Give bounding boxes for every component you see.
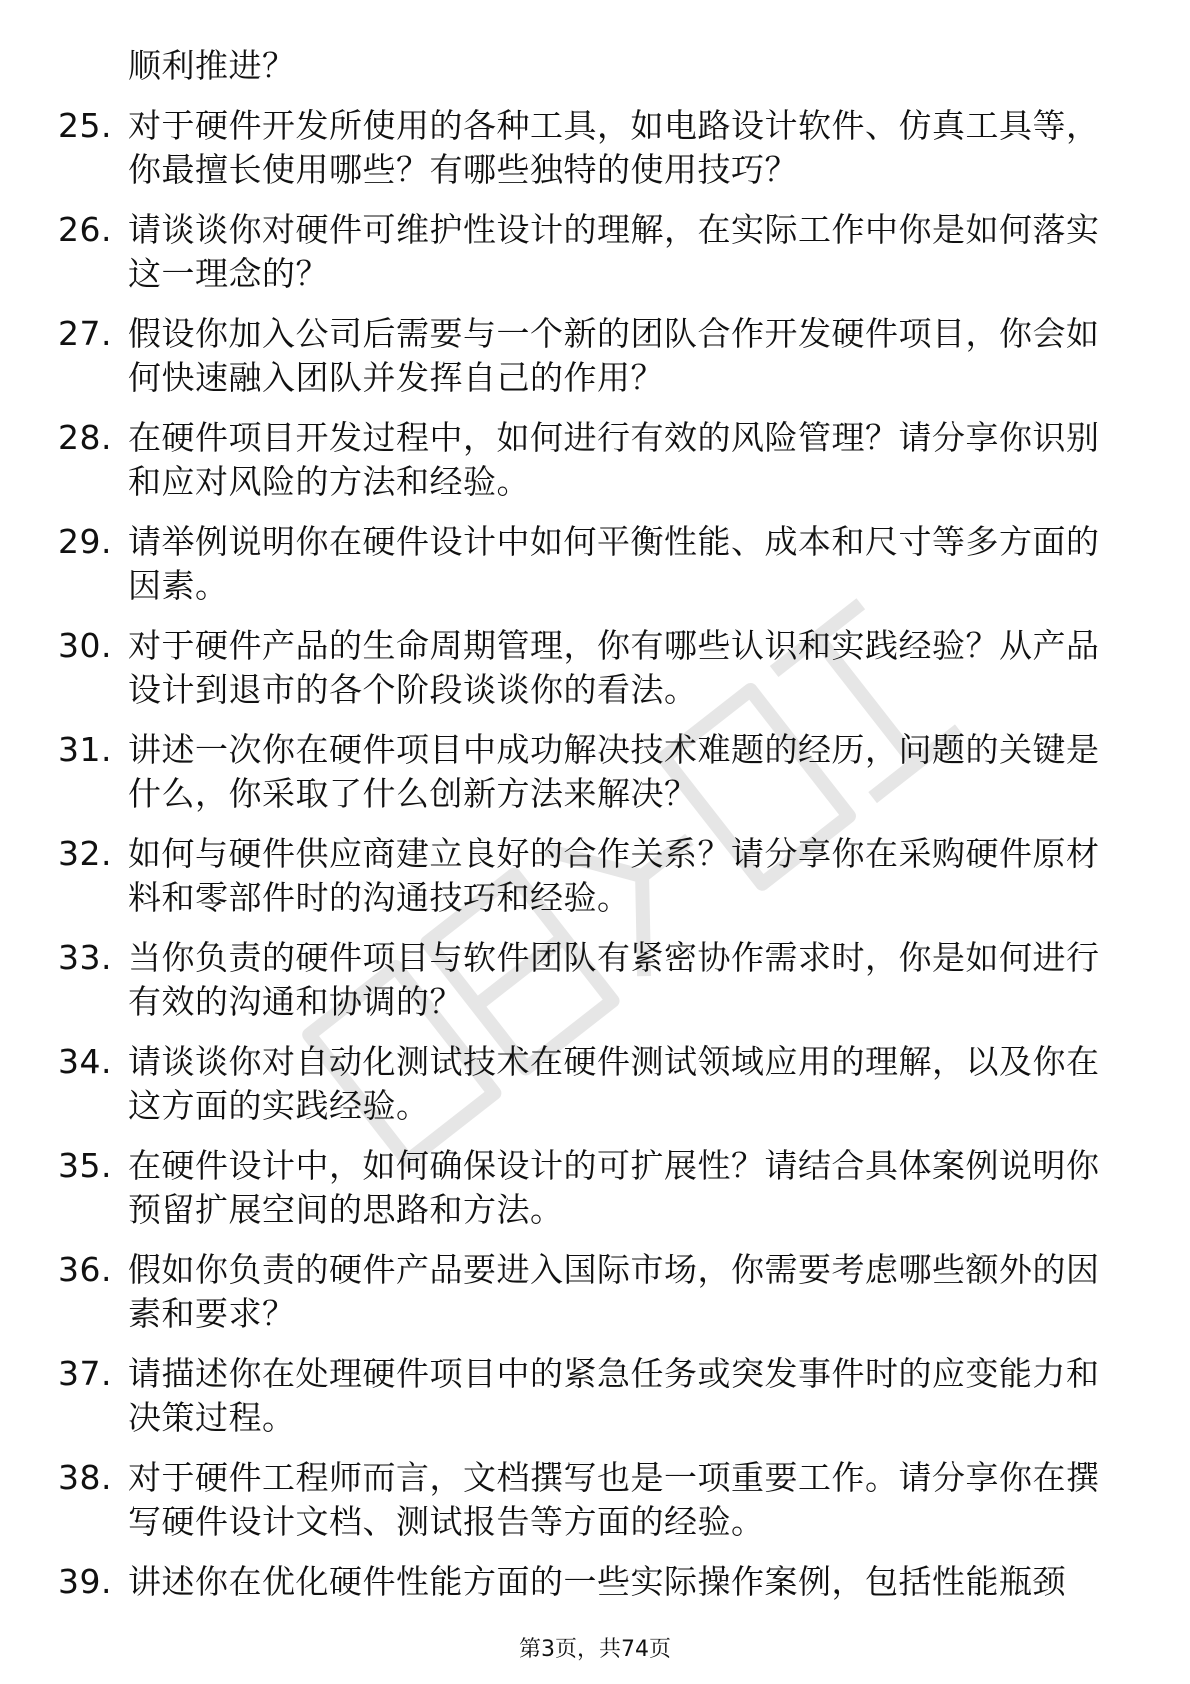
list-item — [58, 104, 1118, 192]
item-text: 对于硬件产品的生命周期管理，你有哪些认识和实践经验？从产品设计到退市的各个阶段谈谈你的看法。 — [128, 626, 1100, 709]
item-number: 34. — [58, 1042, 112, 1081]
item-text: 请谈谈你对自动化测试技术在硬件测试领域应用的理解，以及你在这方面的实践经验。 — [128, 1042, 1100, 1125]
list-item — [58, 1456, 1118, 1544]
item-text: 当你负责的硬件项目与软件团队有紧密协作需求时，你是如何进行有效的沟通和协调的？ — [128, 938, 1100, 1021]
item-text: 假设你加入公司后需要与一个新的团队合作开发硬件项目，你会如何快速融入团队并发挥自己的作用？ — [128, 314, 1100, 397]
list-item — [58, 208, 1118, 296]
list-item — [58, 624, 1118, 712]
list-item — [58, 312, 1118, 400]
item-text: 请谈谈你对硬件可维护性设计的理解，在实际工作中你是如何落实这一理念的？ — [128, 210, 1100, 293]
list-item — [58, 1144, 1118, 1232]
item-number: 38. — [58, 1458, 112, 1497]
item-number: 39. — [58, 1562, 112, 1601]
item-number: 37. — [58, 1354, 112, 1393]
item-text: 如何与硬件供应商建立良好的合作关系？请分享你在采购硬件原材料和零部件时的沟通技巧和经验。 — [128, 834, 1100, 917]
item-number: 26. — [58, 210, 112, 249]
item-number: 29. — [58, 522, 112, 561]
item-number: 32. — [58, 834, 112, 873]
list-item — [58, 520, 1118, 608]
item-number: 25. — [58, 106, 112, 145]
item-number: 33. — [58, 938, 112, 977]
list-item — [58, 936, 1118, 1024]
item-number: 28. — [58, 418, 112, 457]
item-text: 讲述一次你在硬件项目中成功解决技术难题的经历，问题的关键是什么，你采取了什么创新方法来解决？ — [128, 730, 1100, 813]
item-text: 假如你负责的硬件产品要进入国际市场，你需要考虑哪些额外的因素和要求？ — [128, 1250, 1100, 1333]
item-number: 27. — [58, 314, 112, 353]
list-item — [58, 44, 1118, 88]
item-number: 36. — [58, 1250, 112, 1289]
item-text: 讲述你在优化硬件性能方面的一些实际操作案例，包括性能瓶颈 — [128, 1562, 1066, 1601]
list-item — [58, 1352, 1118, 1440]
list-item — [58, 728, 1118, 816]
question-list — [58, 44, 1118, 1620]
list-item — [58, 416, 1118, 504]
item-number: 35. — [58, 1146, 112, 1185]
list-item — [58, 1040, 1118, 1128]
item-text: 在硬件项目开发过程中，如何进行有效的风险管理？请分享你识别和应对风险的方法和经验。 — [128, 418, 1100, 501]
list-item — [58, 1248, 1118, 1336]
item-text: 对于硬件开发所使用的各种工具，如电路设计软件、仿真工具等，你最擅长使用哪些？有哪些独特的使用技巧？ — [128, 106, 1100, 189]
list-item — [58, 1560, 1118, 1604]
item-text: 请举例说明你在硬件设计中如何平衡性能、成本和尺寸等多方面的因素。 — [128, 522, 1100, 605]
item-number: 30. — [58, 626, 112, 665]
item-text: 在硬件设计中，如何确保设计的可扩展性？请结合具体案例说明你预留扩展空间的思路和方法。 — [128, 1146, 1100, 1229]
item-text: 对于硬件工程师而言，文档撰写也是一项重要工作。请分享你在撰写硬件设计文档、测试报告等方面的经验。 — [128, 1458, 1100, 1541]
item-text: 请描述你在处理硬件项目中的紧急任务或突发事件时的应变能力和决策过程。 — [128, 1354, 1100, 1437]
item-number: 31. — [58, 730, 112, 769]
page-footer: 第3页，共74页 — [519, 1637, 671, 1662]
list-item — [58, 832, 1118, 920]
item-text: 顺利推进？ — [128, 46, 296, 85]
